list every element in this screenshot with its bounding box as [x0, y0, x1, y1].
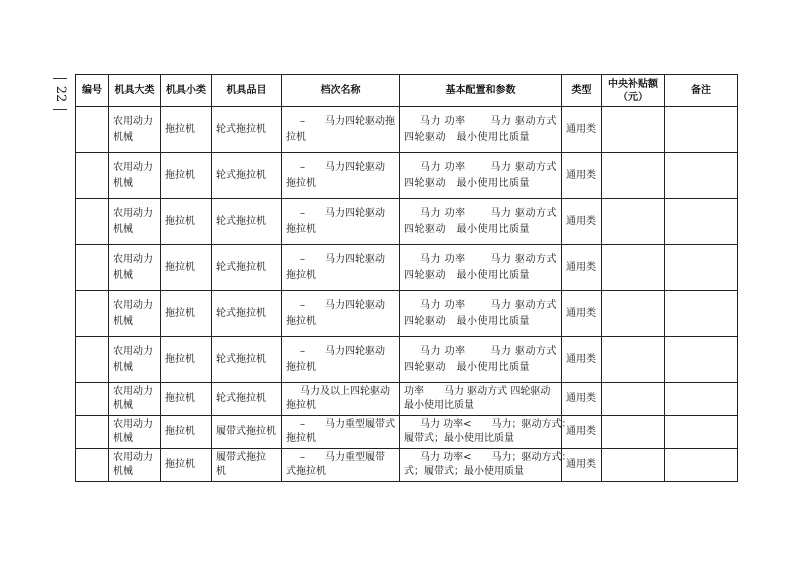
cell-category: 农用动力 机械	[109, 107, 161, 153]
cell-subsidy	[602, 199, 665, 245]
header-subsidy: 中央补贴额（元）	[602, 75, 665, 107]
cell-config: 马力 功率 马力 驱动方式 四轮驱动 最小使用比质量	[400, 337, 562, 383]
cell-subcategory: 拖拉机	[161, 199, 212, 245]
cell-item: 轮式拖拉机	[212, 291, 282, 337]
cell-category: 农用动力 机械	[109, 153, 161, 199]
cell-grade: – 马力四轮驱动 拖拉机	[282, 245, 400, 291]
table-row	[76, 153, 738, 199]
cell-category: 农用动力 机械	[109, 416, 161, 449]
page-number	[48, 78, 72, 138]
cell-number	[76, 291, 109, 337]
cell-config: 马力 功率 马力 驱动方式 四轮驱动 最小使用比质量	[400, 245, 562, 291]
cell-type: 通用类	[562, 449, 602, 482]
cell-grade: – 马力四轮驱动 拖拉机	[282, 291, 400, 337]
cell-category: 农用动力 机械	[109, 449, 161, 482]
table-row	[76, 383, 738, 416]
cell-subsidy	[602, 153, 665, 199]
cell-config: 马力 功率 马力 驱动方式 四轮驱动 最小使用比质量	[400, 199, 562, 245]
table-row	[76, 449, 738, 482]
cell-subcategory: 拖拉机	[161, 449, 212, 482]
cell-config: 马力 功率< 马力；驱动方式： 履带式；最小使用比质量	[400, 416, 562, 449]
header-type: 类型	[562, 75, 602, 107]
cell-config: 马力 功率 马力 驱动方式 四轮驱动 最小使用比质量	[400, 153, 562, 199]
cell-subcategory: 拖拉机	[161, 337, 212, 383]
cell-config: 功率 马力 驱动方式 四轮驱动 最小使用比质量	[400, 383, 562, 416]
cell-remarks	[665, 107, 738, 153]
cell-type: 通用类	[562, 153, 602, 199]
cell-subsidy	[602, 416, 665, 449]
table-row	[76, 199, 738, 245]
cell-subsidy	[602, 449, 665, 482]
table-row	[76, 107, 738, 153]
header-remarks: 备注	[665, 75, 738, 107]
cell-type: 通用类	[562, 416, 602, 449]
cell-grade: – 马力四轮驱动 拖拉机	[282, 153, 400, 199]
cell-category: 农用动力 机械	[109, 383, 161, 416]
cell-number	[76, 416, 109, 449]
header-config: 基本配置和参数	[400, 75, 562, 107]
page-number-rule-bottom	[53, 109, 67, 110]
cell-type: 通用类	[562, 383, 602, 416]
header-category: 机具大类	[109, 75, 161, 107]
cell-number	[76, 107, 109, 153]
page-number-text: 22	[53, 85, 68, 103]
table-header-row	[76, 75, 738, 107]
cell-remarks	[665, 245, 738, 291]
cell-config: 马力 功率< 马力；驱动方式： 式；履带式；最小使用质量	[400, 449, 562, 482]
cell-number	[76, 245, 109, 291]
cell-grade: – 马力重型履带 式拖拉机	[282, 449, 400, 482]
cell-category: 农用动力 机械	[109, 199, 161, 245]
cell-item: 轮式拖拉机	[212, 153, 282, 199]
cell-item: 履带式拖拉机	[212, 416, 282, 449]
cell-type: 通用类	[562, 245, 602, 291]
cell-subsidy	[602, 245, 665, 291]
cell-subcategory: 拖拉机	[161, 291, 212, 337]
cell-type: 通用类	[562, 291, 602, 337]
cell-grade: – 马力四轮驱动拖 拉机	[282, 107, 400, 153]
cell-subcategory: 拖拉机	[161, 107, 212, 153]
cell-remarks	[665, 449, 738, 482]
cell-subsidy	[602, 337, 665, 383]
cell-number	[76, 449, 109, 482]
subsidy-table	[75, 74, 738, 482]
cell-grade: – 马力四轮驱动 拖拉机	[282, 337, 400, 383]
cell-category: 农用动力 机械	[109, 291, 161, 337]
cell-subsidy	[602, 107, 665, 153]
header-grade: 档次名称	[282, 75, 400, 107]
table-row	[76, 291, 738, 337]
cell-grade: – 马力四轮驱动 拖拉机	[282, 199, 400, 245]
cell-remarks	[665, 416, 738, 449]
cell-grade: – 马力重型履带式 拖拉机	[282, 416, 400, 449]
cell-remarks	[665, 153, 738, 199]
cell-item: 履带式拖拉 机	[212, 449, 282, 482]
table-row	[76, 337, 738, 383]
cell-number	[76, 337, 109, 383]
cell-item: 轮式拖拉机	[212, 383, 282, 416]
cell-item: 轮式拖拉机	[212, 107, 282, 153]
cell-remarks	[665, 291, 738, 337]
cell-subcategory: 拖拉机	[161, 153, 212, 199]
cell-subcategory: 拖拉机	[161, 383, 212, 416]
cell-type: 通用类	[562, 199, 602, 245]
cell-subcategory: 拖拉机	[161, 416, 212, 449]
cell-subsidy	[602, 383, 665, 416]
page-number-rule-top	[53, 78, 67, 79]
cell-config: 马力 功率 马力 驱动方式 四轮驱动 最小使用比质量	[400, 291, 562, 337]
cell-type: 通用类	[562, 337, 602, 383]
cell-item: 轮式拖拉机	[212, 245, 282, 291]
cell-remarks	[665, 383, 738, 416]
cell-config: 马力 功率 马力 驱动方式 四轮驱动 最小使用比质量	[400, 107, 562, 153]
header-number: 编号	[76, 75, 109, 107]
cell-number	[76, 383, 109, 416]
cell-number	[76, 199, 109, 245]
cell-type: 通用类	[562, 107, 602, 153]
cell-item: 轮式拖拉机	[212, 337, 282, 383]
cell-subsidy	[602, 291, 665, 337]
cell-remarks	[665, 337, 738, 383]
table-row	[76, 245, 738, 291]
cell-number	[76, 153, 109, 199]
cell-grade: 马力及以上四轮驱动 拖拉机	[282, 383, 400, 416]
header-item: 机具品目	[212, 75, 282, 107]
header-subcategory: 机具小类	[161, 75, 212, 107]
cell-remarks	[665, 199, 738, 245]
table-row	[76, 416, 738, 449]
cell-category: 农用动力 机械	[109, 245, 161, 291]
cell-item: 轮式拖拉机	[212, 199, 282, 245]
cell-category: 农用动力 机械	[109, 337, 161, 383]
cell-subcategory: 拖拉机	[161, 245, 212, 291]
